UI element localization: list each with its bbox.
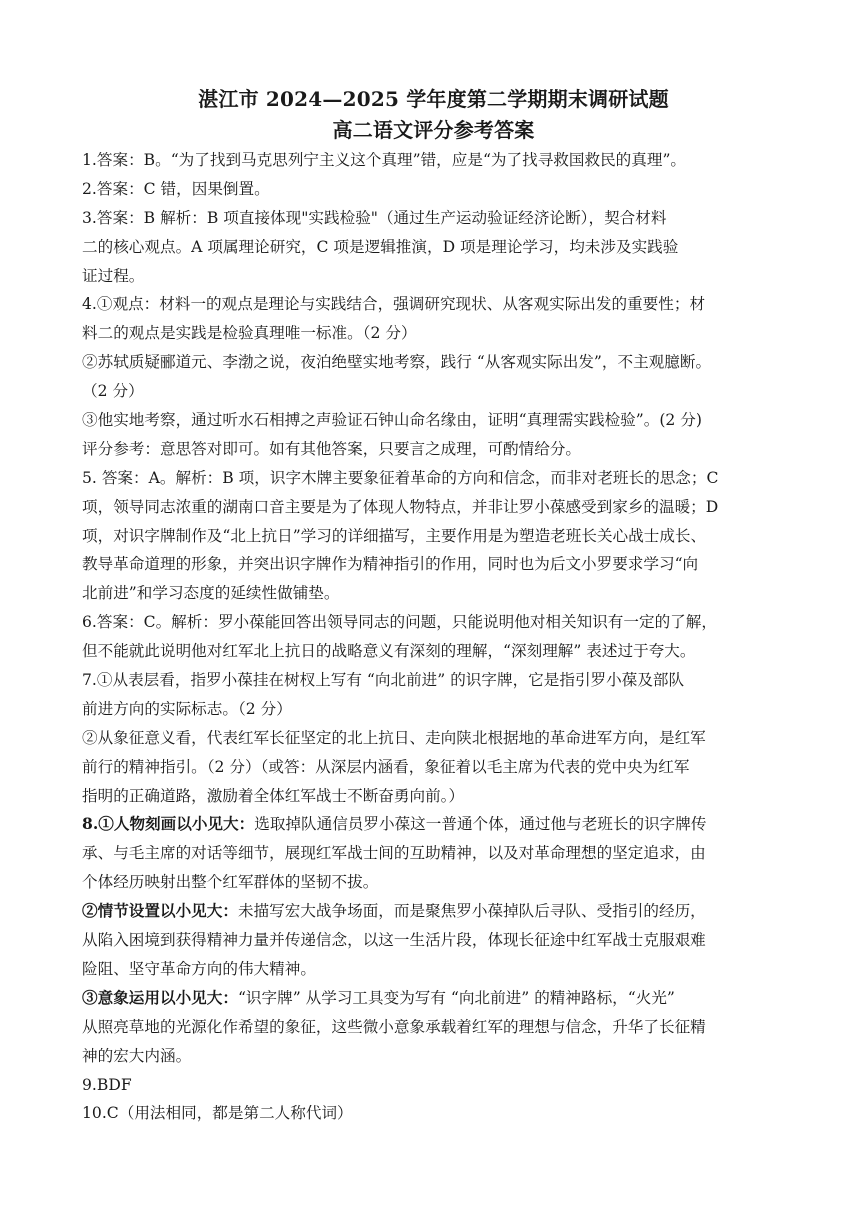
answer-heading: 8.①人物刻画以小见大： xyxy=(82,814,255,834)
answer-text: 北前进”和学习态度的延续性做铺垫。 xyxy=(82,584,340,603)
answer-line xyxy=(82,435,787,464)
answer-text: “识字牌” 从学习工具变为写有 “向北前进” 的精神路标，“火光” xyxy=(237,988,675,1007)
answer-line xyxy=(82,753,787,782)
answer-line xyxy=(82,897,787,926)
answer-text: 4.①观点：材料一的观点是理论与实践结合，强调研究现状、从客观实际出发的重要性；材 xyxy=(82,295,706,314)
answer-heading: ②情节设置以小见大： xyxy=(82,901,238,921)
answer-text: 承、与毛主席的对话等细节，展现红军战士间的互助精神，以及对革命理想的坚定追求，由 xyxy=(82,844,706,863)
answer-text: ②苏轼质疑郦道元、李渤之说，夜泊绝壁实地考察，践行 “从客观实际出发”，不主观臆断。 xyxy=(82,353,712,372)
answer-line xyxy=(82,810,787,839)
answer-line xyxy=(82,406,787,435)
answer-line xyxy=(82,319,787,348)
answer-line xyxy=(82,782,787,811)
answer-line xyxy=(82,1099,787,1128)
answer-text: 1.答案：B。“为了找到马克思列宁主义这个真理”错，应是“为了找寻救国救民的真理”。 xyxy=(82,151,687,169)
answer-text: 证过程。 xyxy=(82,266,145,285)
answer-line xyxy=(82,348,787,377)
answer-line xyxy=(82,377,787,406)
answer-text: 9.BDF xyxy=(82,1075,132,1094)
answer-text: 5. 答案：A。解析：B 项，识字木牌主要象征着革命的方向和信念，而非对老班长的思念；C xyxy=(82,468,719,487)
answer-text: 未描写宏大战争场面，而是聚焦罗小葆掉队后寻队、受指引的经历， xyxy=(237,902,706,921)
answer-line xyxy=(82,955,787,984)
answer-text: 2.答案：C 错，因果倒置。 xyxy=(82,179,270,198)
answer-body xyxy=(82,146,787,1128)
answer-text: 从照亮草地的光源化作希望的象征，这些微小意象承载着红军的理想与信念，升华了长征精 xyxy=(82,1017,706,1036)
answer-text: 但不能就此说明他对红军北上抗日的战略意义有深刻的理解，“深刻理解” 表述过于夸大。 xyxy=(82,642,696,661)
answer-line xyxy=(82,984,787,1013)
answer-text: 选取掉队通信员罗小葆这一普通个体，通过他与老班长的识字牌传 xyxy=(254,815,707,834)
answer-line xyxy=(82,666,787,695)
answer-line xyxy=(82,695,787,724)
answer-line xyxy=(82,1013,787,1042)
answer-text: 个体经历映射出整个红军群体的坚韧不拔。 xyxy=(82,873,379,892)
answer-text: 6.答案：C。解析：罗小葆能回答出领导同志的问题，只能说明他对相关知识有一定的了解， xyxy=(82,613,717,632)
document-subtitle: 高二语文评分参考答案 xyxy=(332,118,535,142)
answer-text: 评分参考：意思答对即可。如有其他答案，只要言之成理，可酌情给分。 xyxy=(82,439,582,458)
answer-text: 料二的观点是实践是检验真理唯一标准。（2 分） xyxy=(82,324,417,343)
answer-line xyxy=(82,204,787,233)
answer-line xyxy=(82,550,787,579)
answer-text: 从陷入困境到获得精神力量并传递信念，以这一生活片段，体现长征途中红军战士克服艰难 xyxy=(82,931,706,950)
answer-line xyxy=(82,233,787,262)
answer-line xyxy=(82,868,787,897)
answer-line xyxy=(82,608,787,637)
answer-text: 项，对识字牌制作及“北上抗日”学习的详细描写，主要作用是为塑造老班长关心战士成长、 xyxy=(82,526,707,545)
answer-line xyxy=(82,464,787,493)
answer-heading: ③意象运用以小见大： xyxy=(82,987,238,1007)
answer-line xyxy=(82,146,787,175)
answer-line xyxy=(82,926,787,955)
answer-line xyxy=(82,493,787,522)
answer-text: 3.答案：B 解析：B 项直接体现"实践检验"（通过生产运动验证经济论断），契合材料 xyxy=(82,208,667,227)
answer-text: 前行的精神指引。（2 分）（或答：从深层内涵看，象征着以毛主席为代表的党中央为红军 xyxy=(82,757,690,776)
answer-text: 7.①从表层看，指罗小葆挂在树杈上写有 “向北前进” 的识字牌，它是指引罗小葆及部队 xyxy=(82,671,685,690)
answer-text: 险阻、坚守革命方向的伟大精神。 xyxy=(82,959,316,978)
answer-text: 二的核心观点。A 项属理论研究，C 项是逻辑推演，D 项是理论学习，均未涉及实践验 xyxy=(82,237,679,256)
answer-text: 前进方向的实际标志。（2 分） xyxy=(82,699,292,718)
answer-line xyxy=(82,579,787,608)
answer-line xyxy=(82,724,787,753)
answer-text: 10.C（用法相同，都是第二人称代词） xyxy=(82,1104,353,1123)
answer-text: ②从象征意义看，代表红军长征坚定的北上抗日、走向陕北根据地的革命进军方向，是红军 xyxy=(82,728,706,747)
answer-text: 教导革命道理的形象，并突出识字牌作为精神指引的作用，同时也为后文小罗要求学习“向 xyxy=(82,555,699,574)
answer-line xyxy=(82,175,787,204)
answer-line xyxy=(82,637,787,666)
answer-text: （2 分） xyxy=(82,382,144,401)
answer-line xyxy=(82,290,787,319)
answer-line xyxy=(82,522,787,551)
answer-text: 项，领导同志浓重的湖南口音主要是为了体现人物特点，并非让罗小葆感受到家乡的温暖；D xyxy=(82,497,719,516)
answer-line xyxy=(82,839,787,868)
answer-line xyxy=(82,1071,787,1100)
document-title: 湛江市 2024—2025 学年度第二学期期末调研试题 xyxy=(198,87,669,111)
answer-text: 神的宏大内涵。 xyxy=(82,1046,192,1065)
answer-text: 指明的正确道路，激励着全体红军战士不断奋勇向前。） xyxy=(82,786,465,805)
answer-text: ③他实地考察，通过听水石相搏之声验证石钟山命名缘由，证明“真理需实践检验”。(2 分) xyxy=(82,411,702,430)
answer-line xyxy=(82,262,787,291)
answer-line xyxy=(82,1042,787,1071)
